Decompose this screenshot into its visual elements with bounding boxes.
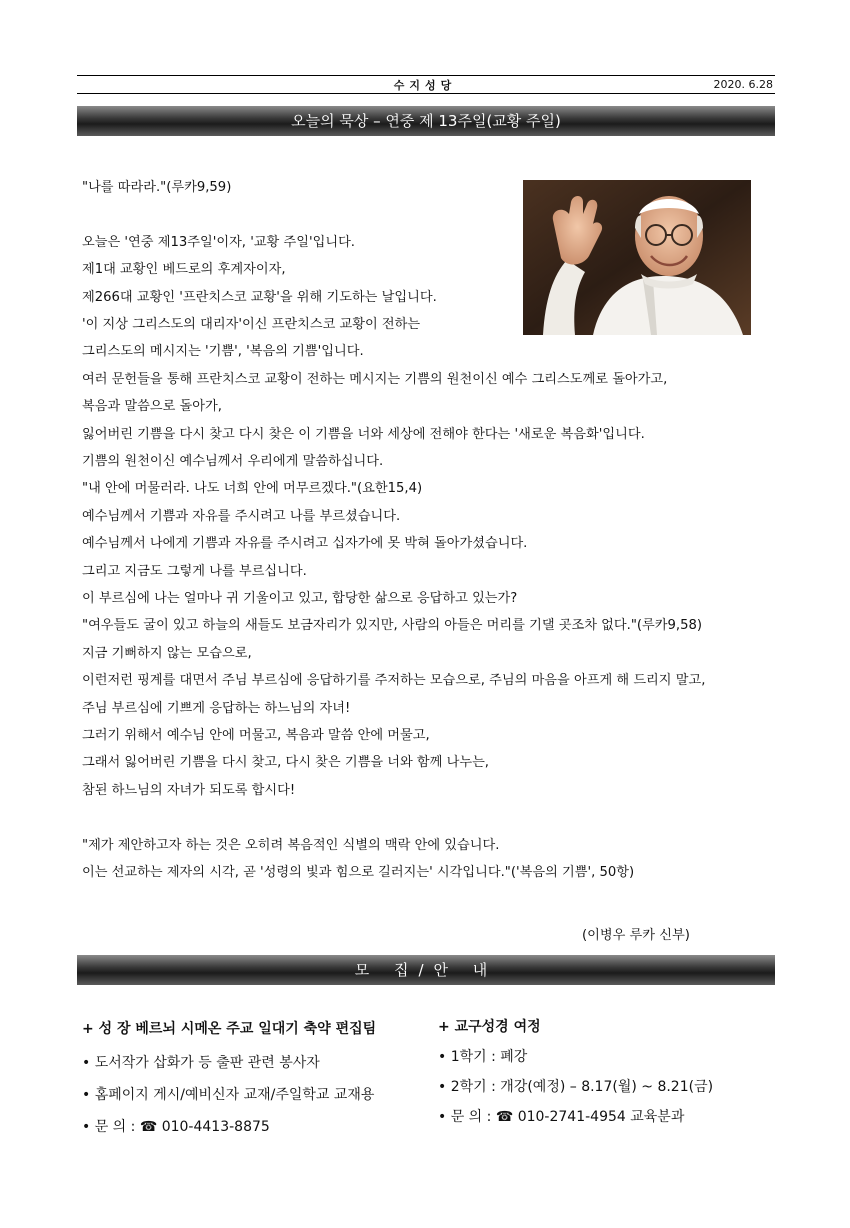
notice-banner: 모 집/안 내: [77, 955, 775, 985]
body-line: 그러기 위해서 예수님 안에 머물고, 복음과 말씀 안에 머물고,: [82, 728, 430, 743]
body-line: 참된 하느님의 자녀가 되도록 합시다!: [82, 782, 296, 798]
notice-left-heading: + 성 장 베르뇌 시메온 주교 일대기 축약 편집팀: [82, 1021, 377, 1037]
body-line: 그리고 지금도 그렇게 나를 부르십니다.: [82, 563, 307, 579]
body-line: 이는 선교하는 제자의 시각, 곧 '성령의 빛과 힘으로 길러지는' 시각입니다."('복음의 기쁨', 50항): [82, 865, 635, 880]
bulletin-date: 2020. 6.28: [713, 78, 773, 91]
meditation-title-banner: 오늘의 묵상 – 연중 제 13주일(교황 주일): [77, 106, 775, 136]
body-line: 복음과 말씀으로 돌아가,: [82, 399, 222, 415]
notice-left-item: • 홈페이지 게시/예비신자 교재/주일학교 교재용: [82, 1087, 375, 1103]
notice-left-item: • 문 의 : ☎ 010-4413-8875: [82, 1119, 270, 1135]
church-name: 수지성당: [393, 79, 457, 92]
notice-left-item: • 도서작가 삽화가 등 출판 관련 봉사자: [82, 1055, 320, 1071]
body-line: 이 부르심에 나는 얼마나 귀 기울이고 있고, 합당한 삶으로 응답하고 있는가?: [82, 591, 518, 606]
body-line: 제266대 교황인 '프란치스코 교황'을 위해 기도하는 날입니다.: [82, 289, 437, 305]
body-line: 오늘은 '연중 제13주일'이자, '교황 주일'입니다.: [82, 234, 355, 250]
notice-left-column: [82, 1018, 376, 1136]
body-line: 기쁨의 원천이신 예수님께서 우리에게 말씀하십니다.: [82, 454, 384, 469]
body-line: 여러 문헌들을 통해 프란치스코 교황이 전하는 메시지는 기쁨의 원천이신 예수 그리스도께로 돌아가고,: [82, 371, 668, 387]
body-line: 지금 기뻐하지 않는 모습으로,: [82, 645, 252, 661]
body-line: 이런저런 핑계를 대면서 주님 부르심에 응답하기를 주저하는 모습으로, 주님의 마음을 아프게 해 드리지 말고,: [82, 673, 706, 689]
notice-right-column: [438, 1016, 713, 1126]
body-line: 예수님께서 나에게 기쁨과 자유를 주시려고 십자가에 못 박혀 돌아가셨습니다.: [82, 536, 528, 552]
pope-photo: [523, 180, 751, 335]
body-line: "제가 제안하고자 하는 것은 오히려 복음적인 식별의 맥락 안에 있습니다.: [82, 837, 500, 853]
body-line: 주님 부르심에 기쁘게 응답하는 하느님의 자녀!: [82, 700, 351, 716]
notice-right-item: • 2학기 : 개강(예정) – 8.17(월) ~ 8.21(금): [438, 1079, 714, 1095]
header-rule-top: [77, 75, 775, 76]
pope-portrait-illustration: [523, 180, 751, 335]
notice-right-heading: + 교구성경 여정: [438, 1019, 541, 1035]
notice-right-item: • 문 의 : ☎ 010-2741-4954 교육분과: [438, 1109, 685, 1125]
body-line: "나를 따라라."(루카9,59): [82, 180, 232, 195]
body-line: 예수님께서 기쁨과 자유를 주시려고 나를 부르셨습니다.: [82, 508, 401, 524]
body-line: 제1대 교황인 베드로의 후계자이자,: [82, 262, 286, 278]
header-rule-bottom: [77, 93, 775, 94]
notice-right-item: • 1학기 : 폐강: [438, 1049, 528, 1065]
body-line: 그리스도의 메시지는 '기쁨', '복음의 기쁨'입니다.: [82, 344, 364, 360]
body-line: 그래서 잃어버린 기쁨을 다시 찾고, 다시 찾은 기쁨을 너와 함께 나누는,: [82, 755, 489, 771]
body-line: "내 안에 머물러라. 나도 너희 안에 머무르겠다."(요한15,4): [82, 481, 423, 497]
author-signature: (이병우 루카 신부): [582, 928, 690, 943]
body-line: 잃어버린 기쁨을 다시 찾고 다시 찾은 이 기쁨을 너와 세상에 전해야 한다는 '새로운 복음화'입니다.: [82, 426, 645, 442]
body-line: '이 지상 그리스도의 대리자'이신 프란치스코 교황이 전하는: [82, 317, 421, 332]
body-line: "여우들도 굴이 있고 하늘의 새들도 보금자리가 있지만, 사람의 아들은 머리를 기댈 곳조차 없다."(루카9,58): [82, 618, 703, 634]
